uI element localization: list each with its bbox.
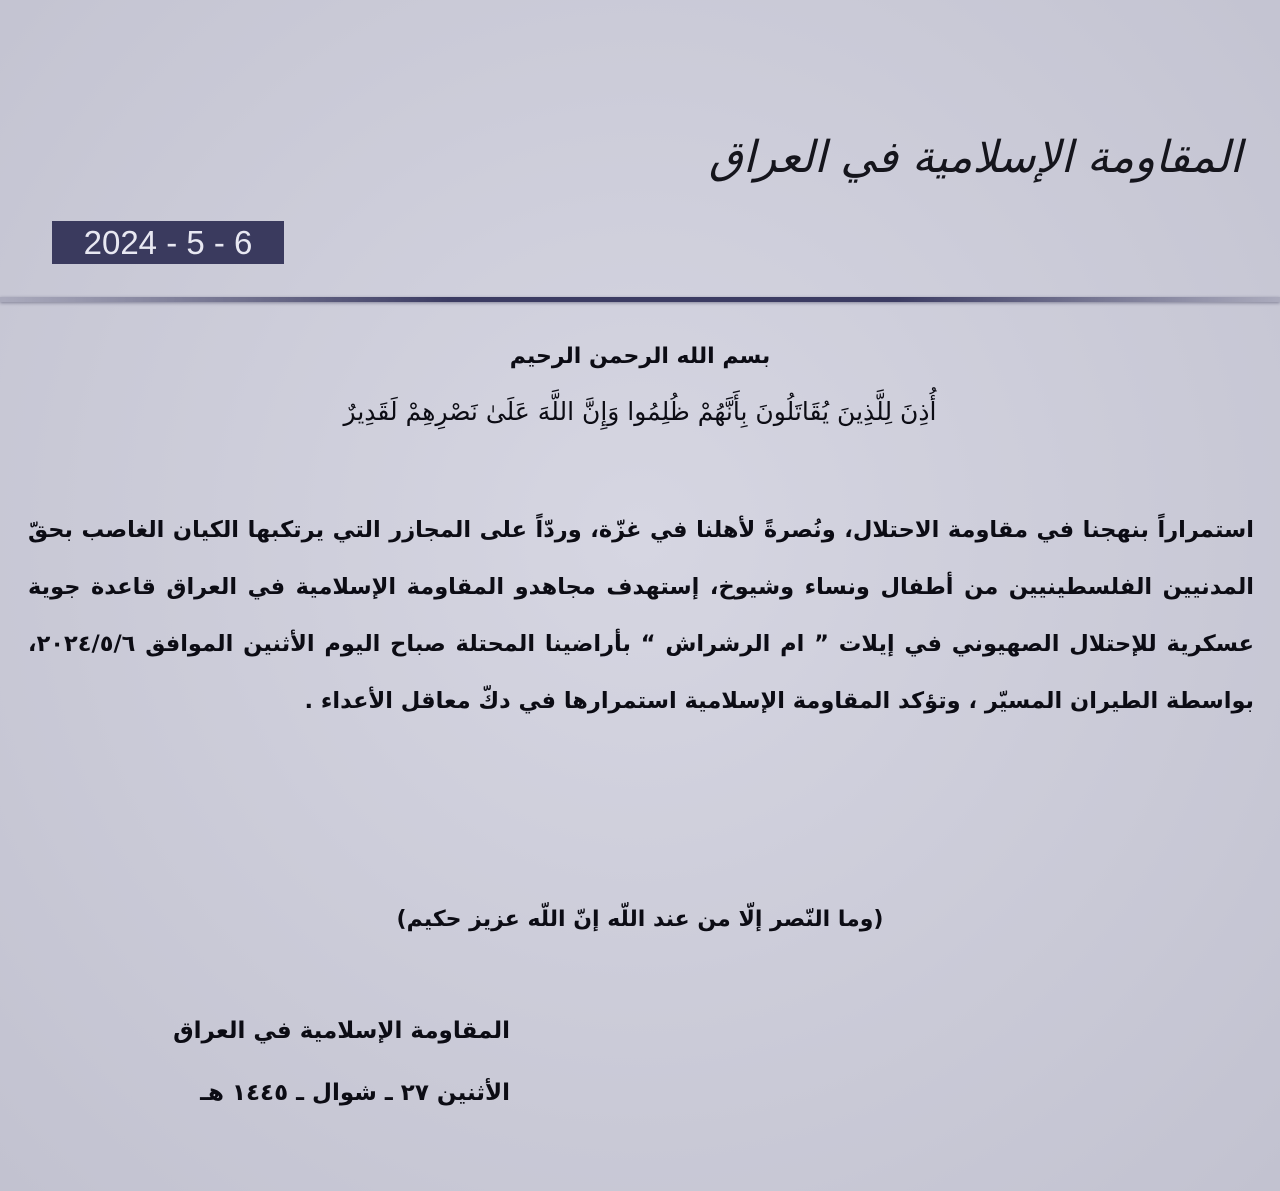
- signature-hijri-date: الأثنين ٢٧ ـ شوال ـ ١٤٤٥ هـ: [200, 1080, 510, 1106]
- quran-verse: أُذِنَ لِلَّذِينَ يُقَاتَلُونَ بِأَنَّهُمْ ظُلِمُوا وَإِنَّ اللَّهَ عَلَىٰ نَصْرِهِمْ لَقَدِيرٌ: [343, 397, 937, 426]
- statement-body: استمراراً بنهجنا في مقاومة الاحتلال، ونُصرةً لأهلنا في غزّة، وردّاً على المجازر التي يرتكبها الكيان الغاصب بحقّ المدنيين الفلسطينيين من أطفال ونساء وشيوخ، إستهدف مجاهدو المقاومة الإسلامية في العراق قاعدة جوية عسكرية للإحتلال الصهيوني في إيلات ” ام الرشراش “ بأراضينا المحتلة صباح اليوم الأثنين الموافق ٢٠٢٤/٥/٦، بواسطة الطيران المسيّر ، وتؤكد المقاومة الإسلامية استمرارها في دكّ معاقل الأعداء .: [28, 517, 1254, 714]
- basmala: بسم الله الرحمن الرحيم: [509, 344, 771, 369]
- closing-verse: (وما النّصر إلّا من عند اللّه إنّ اللّه عزيز حكيم): [396, 907, 884, 932]
- date-badge: 2024 - 5 - 6: [52, 221, 284, 264]
- organization-logo: [708, 118, 1242, 198]
- logo-calligraphy: المقاومة الإسلامية في العراق: [708, 132, 1242, 183]
- signature-block: [100, 1000, 510, 1124]
- header-divider: [0, 297, 1280, 302]
- signature-organization: المقاومة الإسلامية في العراق: [173, 1018, 510, 1044]
